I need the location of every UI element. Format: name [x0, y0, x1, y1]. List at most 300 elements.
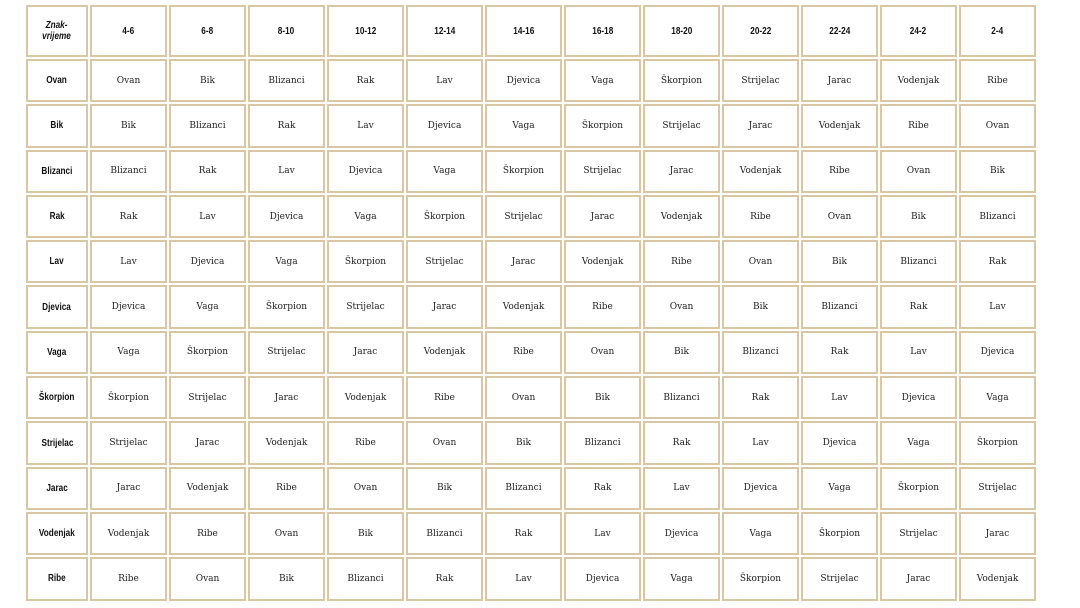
table-cell-value: Djevica: [585, 573, 620, 584]
row-header-label: Lav: [49, 256, 65, 268]
table-cell-value: Rak: [277, 120, 296, 131]
table-cell-value: Strijelac: [425, 256, 464, 267]
table-cell: [801, 285, 878, 328]
table-cell: [327, 104, 404, 147]
column-header-label: 20-22: [750, 25, 771, 37]
table-cell: [327, 557, 404, 600]
table-cell: [643, 285, 720, 328]
column-header-label: 22-24: [829, 25, 850, 37]
table-cell-value: Ribe: [513, 347, 534, 358]
table-cell: [643, 421, 720, 464]
ascendant-table: [26, 5, 1036, 601]
row-header-label: Djevica: [42, 301, 72, 313]
table-cell-value: Ovan: [116, 75, 141, 86]
table-cell-value: Jarac: [985, 528, 1010, 539]
table-cell-value: Jarac: [116, 483, 141, 494]
table-cell-value: Ovan: [669, 302, 694, 313]
table-cell-value: Lav: [594, 528, 611, 539]
table-cell: [485, 376, 562, 419]
table-cell-value: Vaga: [749, 528, 772, 539]
table-cell: [169, 376, 246, 419]
row-header-label: Ribe: [48, 573, 66, 585]
table-cell: [90, 467, 167, 510]
table-cell-value: Lav: [199, 211, 216, 222]
row-header-cell: [26, 512, 88, 555]
table-cell: [722, 150, 799, 193]
table-cell-value: Vaga: [907, 438, 930, 449]
table-cell-value: Škorpion: [581, 120, 624, 131]
table-cell: [643, 150, 720, 193]
column-header-cell: [722, 5, 799, 57]
table-cell-value: Vaga: [117, 347, 140, 358]
table-cell-value: Ovan: [195, 573, 220, 584]
table-cell-value: Djevica: [506, 75, 541, 86]
column-header-label: 8-10: [278, 25, 295, 37]
table-cell-value: Bik: [121, 120, 136, 131]
table-cell-value: Ovan: [511, 392, 536, 403]
table-cell: [327, 376, 404, 419]
table-cell-value: Strijelac: [188, 392, 227, 403]
table-cell-value: Vodenjak: [502, 302, 545, 313]
row-header-label: Škorpion: [39, 392, 75, 404]
table-cell: [959, 376, 1036, 419]
table-cell-value: Djevica: [269, 211, 304, 222]
table-cell-value: Rak: [909, 302, 928, 313]
table-cell: [564, 512, 641, 555]
table-cell-value: Jarac: [669, 166, 694, 177]
row-header-label: Vaga: [47, 346, 67, 358]
table-cell: [959, 285, 1036, 328]
table-cell: [169, 150, 246, 193]
row-header-label: Vodenjak: [39, 528, 75, 540]
column-header-cell: [880, 5, 957, 57]
column-header-cell: [169, 5, 246, 57]
table-cell: [880, 59, 957, 102]
table-cell-value: Bik: [674, 347, 689, 358]
table-cell: [406, 421, 483, 464]
table-cell: [248, 512, 325, 555]
table-cell: [564, 104, 641, 147]
table-cell: [90, 59, 167, 102]
table-cell: [880, 512, 957, 555]
table-cell: [248, 195, 325, 238]
table-cell: [801, 376, 878, 419]
table-cell: [169, 331, 246, 374]
table-cell-value: Vodenjak: [344, 392, 387, 403]
table-cell: [327, 150, 404, 193]
table-cell-value: Bik: [753, 302, 768, 313]
table-cell-value: Ovan: [274, 528, 299, 539]
table-cell-value: Rak: [593, 483, 612, 494]
table-cell: [643, 59, 720, 102]
table-cell: [959, 512, 1036, 555]
table-cell: [643, 195, 720, 238]
table-cell-value: Vodenjak: [581, 256, 624, 267]
table-cell: [90, 331, 167, 374]
table-cell-value: Lav: [910, 347, 927, 358]
table-cell: [248, 240, 325, 283]
table-cell-value: Blizanci: [979, 211, 1016, 222]
row-header-cell: [26, 421, 88, 464]
column-header-label: 12-14: [434, 25, 455, 37]
table-cell-value: Blizanci: [505, 483, 542, 494]
row-header-label: Bik: [50, 120, 64, 132]
table-cell: [327, 331, 404, 374]
table-cell-value: Strijelac: [820, 573, 859, 584]
table-cell-value: Rak: [672, 438, 691, 449]
table-cell-value: Vodenjak: [107, 528, 150, 539]
table-cell: [406, 104, 483, 147]
table-cell-value: Djevica: [111, 302, 146, 313]
table-cell-value: Ovan: [590, 347, 615, 358]
table-cell-value: Škorpion: [818, 528, 861, 539]
column-header-cell: [485, 5, 562, 57]
column-header-label: 18-20: [671, 25, 692, 37]
table-cell-value: Vodenjak: [186, 483, 229, 494]
row-header-cell: [26, 150, 88, 193]
table-cell: [485, 285, 562, 328]
table-cell-value: Ribe: [750, 211, 771, 222]
table-cell-value: Škorpion: [344, 256, 387, 267]
table-cell-value: Bik: [990, 166, 1005, 177]
table-cell-value: Ribe: [671, 256, 692, 267]
table-cell: [406, 376, 483, 419]
table-cell: [880, 104, 957, 147]
table-cell: [959, 557, 1036, 600]
table-cell-value: Strijelac: [504, 211, 543, 222]
table-cell-value: Vodenjak: [818, 120, 861, 131]
table-cell: [485, 150, 562, 193]
table-cell: [564, 376, 641, 419]
table-cell: [169, 59, 246, 102]
table-cell: [169, 104, 246, 147]
table-cell-value: Vaga: [275, 256, 298, 267]
table-cell: [90, 150, 167, 193]
table-cell-value: Vaga: [591, 75, 614, 86]
table-cell-value: Vaga: [828, 483, 851, 494]
row-header-label: Strijelac: [41, 437, 73, 449]
table-cell-value: Djevica: [427, 120, 462, 131]
table-cell: [248, 104, 325, 147]
table-cell: [564, 59, 641, 102]
column-header-label: 16-18: [592, 25, 613, 37]
table-cell-value: Ovan: [827, 211, 852, 222]
table-cell: [722, 512, 799, 555]
table-cell: [169, 467, 246, 510]
table-cell-value: Vodenjak: [265, 438, 308, 449]
column-header-cell: [564, 5, 641, 57]
table-cell: [406, 467, 483, 510]
row-header-label: Blizanci: [41, 165, 73, 177]
table-cell: [801, 467, 878, 510]
table-cell-value: Strijelac: [109, 438, 148, 449]
table-cell-value: Ribe: [276, 483, 297, 494]
table-cell: [485, 512, 562, 555]
table-cell-value: Strijelac: [267, 347, 306, 358]
table-cell: [169, 421, 246, 464]
table-cell: [643, 376, 720, 419]
table-cell-value: Jarac: [590, 211, 615, 222]
table-cell-value: Ribe: [829, 166, 850, 177]
column-header-cell: [90, 5, 167, 57]
column-header-cell: [248, 5, 325, 57]
table-cell: [327, 421, 404, 464]
table-cell-value: Rak: [198, 166, 217, 177]
table-cell: [643, 467, 720, 510]
column-header-label: 24-2: [910, 25, 927, 37]
table-cell-value: Strijelac: [346, 302, 385, 313]
table-cell: [327, 467, 404, 510]
row-header-cell: [26, 376, 88, 419]
table-cell: [959, 240, 1036, 283]
table-cell-value: Strijelac: [662, 120, 701, 131]
column-header-label: 6-8: [201, 25, 214, 37]
table-cell-value: Ovan: [906, 166, 931, 177]
table-cell-value: Blizanci: [663, 392, 700, 403]
table-cell-value: Ovan: [432, 438, 457, 449]
corner-label: Znak- vrijeme: [42, 20, 72, 42]
table-cell: [169, 285, 246, 328]
table-cell: [327, 285, 404, 328]
table-cell: [880, 195, 957, 238]
table-cell: [880, 467, 957, 510]
table-cell: [880, 376, 957, 419]
table-cell: [327, 195, 404, 238]
table-cell: [564, 195, 641, 238]
table-cell: [564, 331, 641, 374]
table-cell-value: Škorpion: [502, 166, 545, 177]
row-header-cell: [26, 285, 88, 328]
row-header-cell: [26, 467, 88, 510]
table-cell-value: Jarac: [511, 256, 536, 267]
column-header-cell: [406, 5, 483, 57]
table-cell: [169, 195, 246, 238]
table-cell-value: Ribe: [434, 392, 455, 403]
table-cell-value: Rak: [356, 75, 375, 86]
table-cell-value: Rak: [830, 347, 849, 358]
table-cell: [880, 285, 957, 328]
table-cell: [564, 285, 641, 328]
row-header-cell: [26, 104, 88, 147]
table-cell: [801, 512, 878, 555]
table-cell: [248, 557, 325, 600]
table-cell: [248, 421, 325, 464]
table-cell-value: Jarac: [432, 302, 457, 313]
table-cell: [406, 557, 483, 600]
table-cell-value: Blizanci: [110, 166, 147, 177]
table-cell-value: Vaga: [196, 302, 219, 313]
table-cell-value: Blizanci: [821, 302, 858, 313]
table-cell: [722, 557, 799, 600]
table-cell: [485, 104, 562, 147]
table-cell-value: Blizanci: [900, 256, 937, 267]
table-cell-value: Djevica: [980, 347, 1015, 358]
table-cell: [643, 331, 720, 374]
table-cell: [722, 104, 799, 147]
table-cell: [406, 512, 483, 555]
table-cell-value: Blizanci: [426, 528, 463, 539]
table-cell: [959, 195, 1036, 238]
table-cell-value: Vodenjak: [739, 166, 782, 177]
table-cell: [406, 285, 483, 328]
table-cell-value: Ribe: [118, 573, 139, 584]
table-cell-value: Lav: [752, 438, 769, 449]
table-cell: [327, 512, 404, 555]
table-cell: [406, 150, 483, 193]
table-cell: [801, 421, 878, 464]
table-cell: [801, 557, 878, 600]
table-cell-value: Strijelac: [583, 166, 622, 177]
column-header-cell: [327, 5, 404, 57]
table-cell: [801, 104, 878, 147]
table-cell-value: Djevica: [190, 256, 225, 267]
table-cell: [722, 467, 799, 510]
table-cell-value: Blizanci: [268, 75, 305, 86]
table-cell-value: Lav: [831, 392, 848, 403]
table-cell-value: Strijelac: [899, 528, 938, 539]
table-cell: [722, 376, 799, 419]
table-cell-value: Bik: [437, 483, 452, 494]
table-cell-value: Ribe: [197, 528, 218, 539]
table-cell-value: Jarac: [195, 438, 220, 449]
table-cell: [801, 59, 878, 102]
table-cell: [722, 59, 799, 102]
corner-header-cell: [26, 5, 88, 57]
table-cell: [801, 150, 878, 193]
row-header-cell: [26, 331, 88, 374]
table-cell: [169, 240, 246, 283]
table-cell-value: Lav: [357, 120, 374, 131]
row-header-label: Ovan: [46, 75, 68, 87]
table-cell-value: Škorpion: [107, 392, 150, 403]
table-cell-value: Lav: [120, 256, 137, 267]
table-cell-value: Lav: [989, 302, 1006, 313]
table-cell-value: Blizanci: [189, 120, 226, 131]
table-cell: [406, 195, 483, 238]
table-cell-value: Škorpion: [660, 75, 703, 86]
table-cell-value: Vaga: [512, 120, 535, 131]
table-cell-value: Škorpion: [186, 347, 229, 358]
table-cell: [169, 512, 246, 555]
table-cell: [880, 331, 957, 374]
table-cell-value: Djevica: [901, 392, 936, 403]
table-cell-value: Vaga: [354, 211, 377, 222]
table-cell: [959, 331, 1036, 374]
column-header-label: 10-12: [355, 25, 376, 37]
table-cell: [722, 331, 799, 374]
table-cell-value: Škorpion: [897, 483, 940, 494]
table-cell-value: Blizanci: [347, 573, 384, 584]
row-header-label: Rak: [49, 211, 65, 223]
table-cell-value: Jarac: [906, 573, 931, 584]
table-cell-value: Rak: [514, 528, 533, 539]
table-cell-value: Škorpion: [976, 438, 1019, 449]
table-cell-value: Blizanci: [584, 438, 621, 449]
table-cell: [801, 331, 878, 374]
table-cell: [643, 512, 720, 555]
column-header-label: 14-16: [513, 25, 534, 37]
table-cell-value: Djevica: [664, 528, 699, 539]
table-cell-value: Vaga: [986, 392, 1009, 403]
table-cell-value: Škorpion: [265, 302, 308, 313]
table-cell-value: Djevica: [743, 483, 778, 494]
table-cell: [90, 557, 167, 600]
table-cell-value: Ribe: [355, 438, 376, 449]
table-cell: [169, 557, 246, 600]
table-cell: [248, 150, 325, 193]
table-cell-value: Ovan: [353, 483, 378, 494]
table-cell: [643, 104, 720, 147]
table-cell-value: Djevica: [348, 166, 383, 177]
row-header-cell: [26, 240, 88, 283]
table-cell: [248, 59, 325, 102]
table-cell: [880, 240, 957, 283]
table-cell-value: Blizanci: [742, 347, 779, 358]
table-cell-value: Rak: [988, 256, 1007, 267]
table-cell: [880, 421, 957, 464]
table-cell-value: Lav: [515, 573, 532, 584]
table-cell-value: Bik: [595, 392, 610, 403]
table-cell: [959, 104, 1036, 147]
table-cell-value: Jarac: [827, 75, 852, 86]
table-cell: [643, 557, 720, 600]
table-cell-value: Jarac: [748, 120, 773, 131]
table-cell: [880, 150, 957, 193]
table-cell: [90, 512, 167, 555]
table-cell: [564, 240, 641, 283]
table-cell-value: Ovan: [985, 120, 1010, 131]
table-cell-value: Vaga: [670, 573, 693, 584]
table-cell: [485, 195, 562, 238]
table-cell: [327, 59, 404, 102]
table-cell: [801, 195, 878, 238]
table-cell: [564, 150, 641, 193]
table-cell: [643, 240, 720, 283]
table-cell-value: Ribe: [592, 302, 613, 313]
table-cell-value: Rak: [435, 573, 454, 584]
table-cell: [722, 240, 799, 283]
table-cell: [90, 285, 167, 328]
column-header-cell: [643, 5, 720, 57]
table-cell-value: Lav: [673, 483, 690, 494]
table-cell-value: Strijelac: [978, 483, 1017, 494]
table-cell: [90, 376, 167, 419]
row-header-cell: [26, 59, 88, 102]
table-cell: [90, 195, 167, 238]
table-cell-value: Vodenjak: [897, 75, 940, 86]
table-cell: [564, 557, 641, 600]
table-cell-value: Vaga: [433, 166, 456, 177]
table-cell-value: Ribe: [908, 120, 929, 131]
table-cell-value: Jarac: [353, 347, 378, 358]
table-cell: [801, 240, 878, 283]
table-cell-value: Ovan: [748, 256, 773, 267]
table-cell-value: Ribe: [987, 75, 1008, 86]
table-cell: [406, 331, 483, 374]
table-cell-value: Bik: [832, 256, 847, 267]
table-cell-value: Djevica: [822, 438, 857, 449]
table-cell: [485, 331, 562, 374]
table-cell: [248, 376, 325, 419]
table-cell-value: Bik: [911, 211, 926, 222]
table-cell: [90, 421, 167, 464]
table-cell: [722, 195, 799, 238]
table-cell: [248, 331, 325, 374]
table-cell: [485, 467, 562, 510]
table-cell: [959, 59, 1036, 102]
table-cell-value: Škorpion: [739, 573, 782, 584]
table-cell-value: Vodenjak: [976, 573, 1019, 584]
